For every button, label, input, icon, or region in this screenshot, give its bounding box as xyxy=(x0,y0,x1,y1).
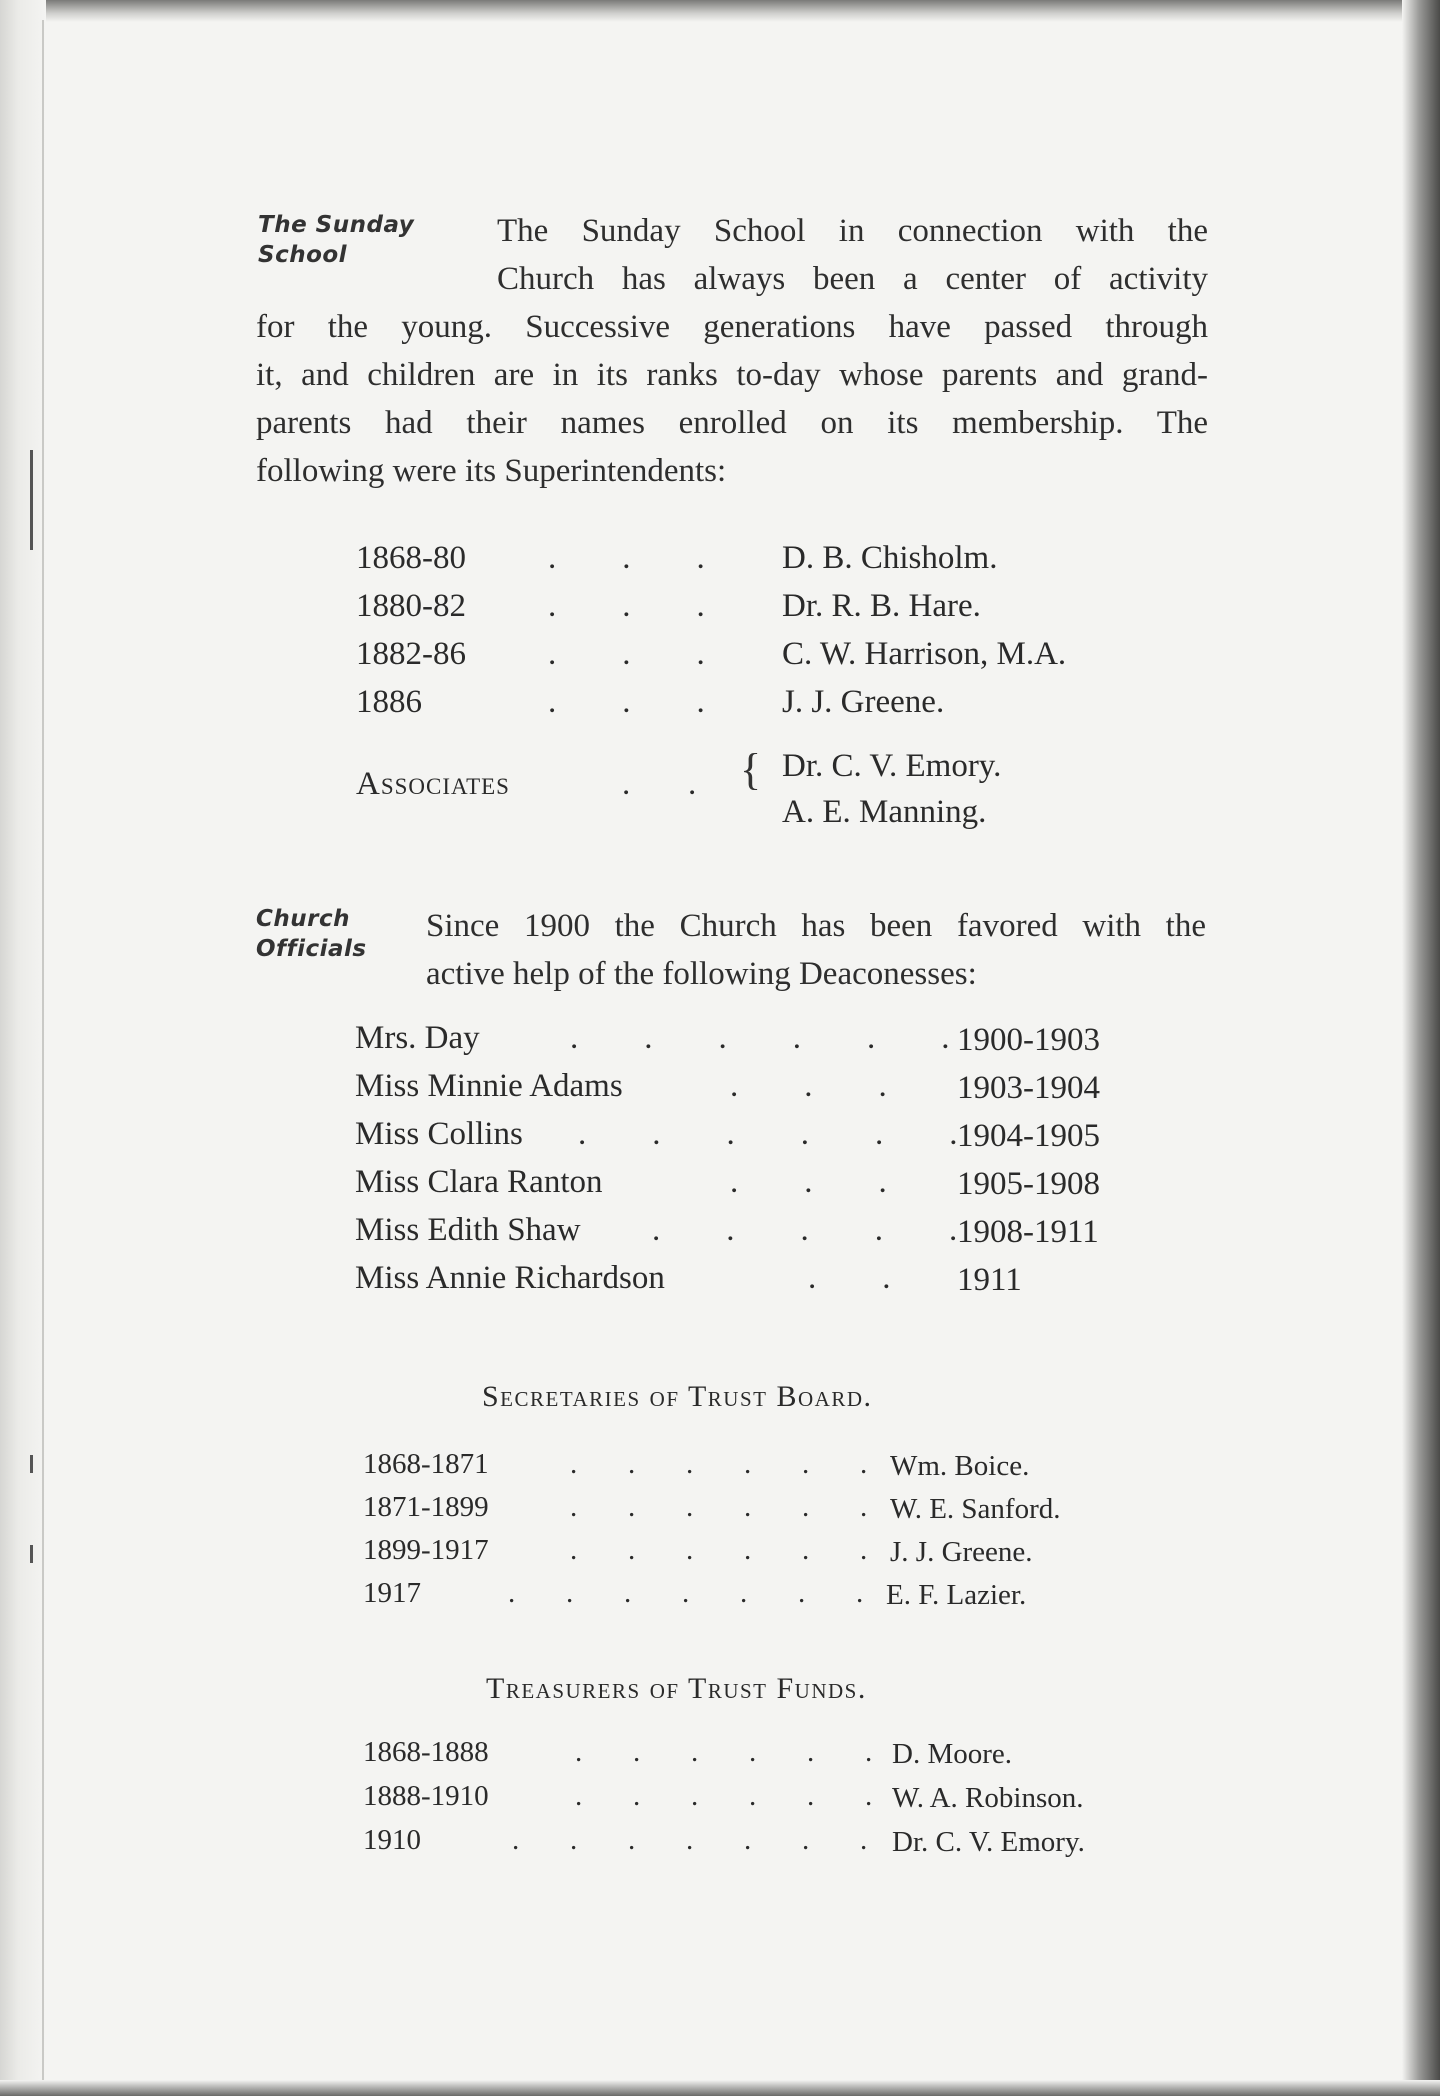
name: Miss Annie Richardson xyxy=(355,1260,665,1296)
paragraph-line: The Sunday School in connection with the xyxy=(497,213,1208,249)
years: 1882-86 xyxy=(356,636,466,672)
years: 1886 xyxy=(356,684,422,720)
years: 1908-1911 xyxy=(957,1214,1099,1250)
name: Miss Edith Shaw xyxy=(355,1212,581,1248)
paragraph-line: parents had their names enrolled on its membership. The xyxy=(256,405,1208,441)
leader-dots: . . xyxy=(622,766,697,802)
name: D. Moore. xyxy=(892,1738,1013,1770)
name: A. E. Manning. xyxy=(782,794,987,830)
sidehead-line: The Sunday xyxy=(258,212,415,238)
scan-mark xyxy=(30,1455,33,1473)
list-item xyxy=(356,540,466,577)
years: 1868-80 xyxy=(356,540,466,576)
name: Miss Collins xyxy=(355,1116,523,1152)
leader-dots: . . . . . . xyxy=(570,1020,950,1056)
name: E. F. Lazier. xyxy=(886,1579,1027,1611)
leader-dots: . . . . . . . xyxy=(512,1824,868,1856)
paragraph-line: following were its Superintendents: xyxy=(256,453,727,489)
associates-label: Associates xyxy=(356,766,510,802)
name: Wm. Boice. xyxy=(890,1450,1030,1482)
list-item xyxy=(356,636,466,673)
name: J. J. Greene. xyxy=(890,1536,1033,1568)
list-item xyxy=(356,684,422,721)
leader-dots: . . . xyxy=(548,588,705,624)
years: 1904-1905 xyxy=(957,1118,1100,1154)
scan-edge-left xyxy=(0,0,46,2096)
years: 1911 xyxy=(957,1262,1022,1298)
name: C. W. Harrison, M.A. xyxy=(782,636,1067,672)
sidehead-line: School xyxy=(258,242,348,268)
name: W. E. Sanford. xyxy=(890,1493,1061,1525)
leader-dots: . . . . . . xyxy=(570,1491,868,1523)
church-officials-paragraph xyxy=(426,902,1206,998)
section-heading-treasurers: Treasurers of Trust Funds. xyxy=(486,1672,867,1705)
leader-dots: . . . xyxy=(548,540,705,576)
name: J. J. Greene. xyxy=(782,684,945,720)
years: 1888-1910 xyxy=(363,1780,489,1812)
paragraph-line: it, and children are in its ranks to-day whose parents and grand- xyxy=(256,357,1208,393)
years: 1905-1908 xyxy=(957,1166,1100,1202)
leader-dots: . . . . . . xyxy=(575,1780,873,1812)
name: Miss Minnie Adams xyxy=(355,1068,623,1104)
sunday-school-paragraph xyxy=(256,303,1208,495)
paragraph-line: Church has always been a center of activity xyxy=(497,261,1208,297)
leader-dots: . . . xyxy=(730,1068,887,1104)
leader-dots: . . . . . . xyxy=(570,1448,868,1480)
sidehead-line: Officials xyxy=(256,936,367,962)
leader-dots: . . xyxy=(808,1260,891,1296)
leader-dots: . . . xyxy=(730,1164,887,1200)
brace-icon: { xyxy=(740,745,762,794)
sidehead-sunday-school xyxy=(258,210,414,270)
sunday-school-intro xyxy=(497,207,1208,303)
years: 1899-1917 xyxy=(363,1534,489,1566)
name: Mrs. Day xyxy=(355,1020,480,1056)
name: Dr. C. V. Emory. xyxy=(782,748,1002,784)
years: 1868-1871 xyxy=(363,1448,489,1480)
years: 1903-1904 xyxy=(957,1070,1100,1106)
leader-dots: . . . . . . xyxy=(570,1534,868,1566)
paragraph-line: for the young. Successive generations have passed through xyxy=(256,309,1208,345)
binding-line xyxy=(42,20,44,2080)
scan-mark xyxy=(30,450,33,550)
leader-dots: . . . xyxy=(548,636,705,672)
leader-dots: . . . . . . . xyxy=(508,1577,864,1609)
name: W. A. Robinson. xyxy=(892,1782,1084,1814)
years: 1917 xyxy=(363,1577,421,1609)
years: 1871-1899 xyxy=(363,1491,489,1523)
name: D. B. Chisholm. xyxy=(782,540,998,576)
leader-dots: . . . . . . xyxy=(575,1736,873,1768)
years: 1868-1888 xyxy=(363,1736,489,1768)
scan-mark xyxy=(30,1545,33,1563)
paragraph-line: Since 1900 the Church has been favored with the xyxy=(426,908,1206,944)
section-heading-secretaries: Secretaries of Trust Board. xyxy=(482,1380,873,1413)
name: Miss Clara Ranton xyxy=(355,1164,603,1200)
leader-dots: . . . . . xyxy=(652,1212,958,1248)
sidehead-line: Church xyxy=(256,906,350,932)
name: Dr. C. V. Emory. xyxy=(892,1826,1085,1858)
leader-dots: . . . . . . xyxy=(578,1116,958,1152)
scan-edge-bottom xyxy=(0,2080,1440,2096)
years: 1880-82 xyxy=(356,588,466,624)
paragraph-line: active help of the following Deaconesses: xyxy=(426,956,977,992)
scan-edge-right xyxy=(1402,0,1440,2096)
sidehead-church-officials xyxy=(256,904,367,964)
list-item xyxy=(356,588,466,625)
years: 1900-1903 xyxy=(957,1022,1100,1058)
name: Dr. R. B. Hare. xyxy=(782,588,981,624)
years: 1910 xyxy=(363,1824,421,1856)
leader-dots: . . . xyxy=(548,684,705,720)
scan-edge-top xyxy=(0,0,1440,22)
